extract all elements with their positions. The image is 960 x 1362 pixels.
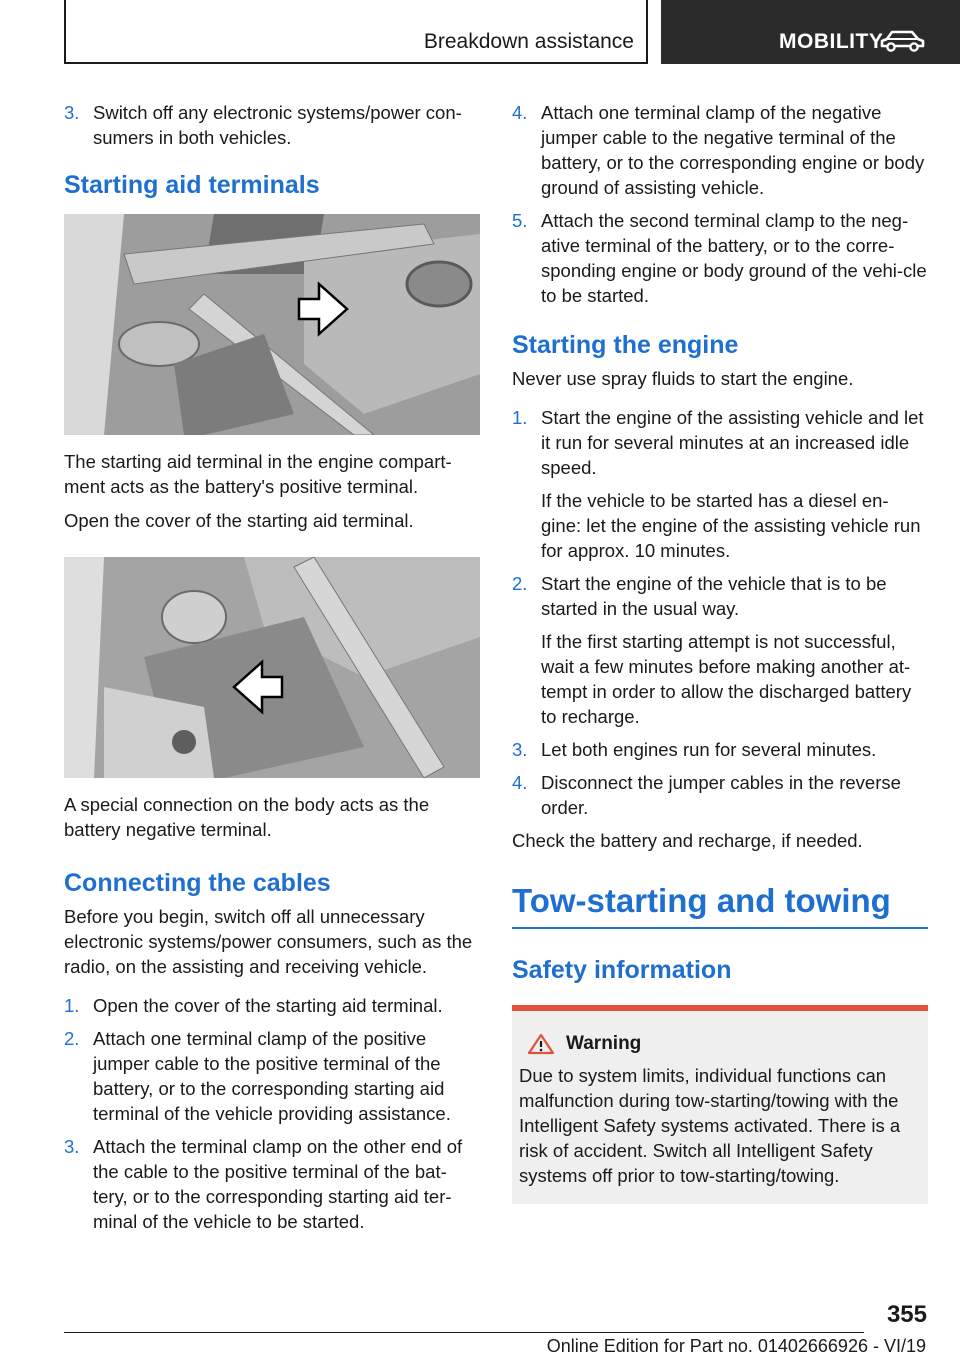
list-number: 1. <box>512 407 528 428</box>
engine-bay-figure-negative <box>64 557 480 778</box>
car-icon <box>878 28 926 54</box>
heading-rule <box>512 927 928 929</box>
chapter-tab <box>661 0 960 64</box>
heading-connecting-cables: Connecting the cables <box>64 869 331 897</box>
engine-intro: Never use spray fluids to start the engine. <box>512 368 854 389</box>
list-number: 3. <box>512 739 528 760</box>
list-text: Attach one terminal clamp of the positive jumper cable to the positive terminal of the battery, or to the corresponding starting aid terminal of the vehicle providing assistance. <box>93 1028 451 1124</box>
list-item <box>512 405 928 563</box>
list-text: Let both engines run for several minutes. <box>541 739 877 760</box>
left-column <box>64 100 480 1242</box>
section-title: Breakdown assistance <box>423 30 634 53</box>
instruction-text: Open the cover of the starting aid terminal. <box>64 510 414 531</box>
list-text: Attach the second terminal clamp to the neg-ative terminal of the battery, or to the corre-sponding engine or body ground of the vehi-cle to be started. <box>541 210 927 306</box>
list-number: 3. <box>64 102 80 123</box>
heading-safety-information: Safety information <box>512 956 732 984</box>
section-tab <box>64 0 648 64</box>
list-item <box>64 1026 480 1126</box>
list-number: 1. <box>64 995 80 1016</box>
list-item <box>512 208 928 308</box>
figure-caption: A special connection on the body acts as the battery negative terminal. <box>64 794 430 840</box>
list-subtext: If the vehicle to be started has a diesel en-gine: let the engine of the assisting vehicle run for approx. 10 minutes. <box>541 490 921 561</box>
check-battery-text: Check the battery and recharge, if needed. <box>512 830 863 851</box>
heading-starting-aid-terminals: Starting aid terminals <box>64 171 320 199</box>
list-text: Disconnect the jumper cables in the reverse order. <box>541 772 901 818</box>
list-subtext: If the first starting attempt is not successful, wait a few minutes before making another at-tempt in order to allow the discharged battery to recharge. <box>541 631 912 727</box>
footer-rule <box>64 1332 864 1333</box>
list-number: 2. <box>64 1028 80 1049</box>
list-number: 5. <box>512 210 528 231</box>
list-item <box>512 100 928 200</box>
footer-edition: Online Edition for Part no. 01402666926 - VI/19 <box>546 1336 926 1356</box>
right-column <box>512 100 928 1204</box>
list-number: 2. <box>512 573 528 594</box>
warning-title: Warning <box>566 1033 642 1054</box>
list-number: 4. <box>512 102 528 123</box>
list-text: Attach one terminal clamp of the negative jumper cable to the negative terminal of the battery, or to the corresponding engine or body ground of assisting vehicle. <box>541 102 925 198</box>
list-item <box>64 1134 480 1234</box>
page-header <box>0 0 960 66</box>
warning-box <box>512 1005 928 1204</box>
list-item <box>512 737 928 762</box>
list-text: Open the cover of the starting aid terminal. <box>93 995 443 1016</box>
heading-tow-starting: Tow-starting and towing <box>512 882 891 919</box>
warning-triangle-icon <box>527 1033 555 1055</box>
engine-bay-figure-positive <box>64 214 480 435</box>
warning-text: Due to system limits, individual functions can malfunction during tow-starting/towing with the Intelligent Safety systems activated. There is a risk of accident. Switch all Intelligent Safety systems off prior to tow-starting/towing. <box>519 1065 901 1186</box>
list-number: 3. <box>64 1136 80 1157</box>
list-text: Attach the terminal clamp on the other end of the cable to the positive terminal of the bat-tery, or to the corresponding starting aid ter-minal of the vehicle to be started. <box>93 1136 463 1232</box>
list-text: Start the engine of the assisting vehicle and let it run for several minutes at an increased idle speed. <box>541 407 924 478</box>
engine-bay-illustration <box>64 557 480 778</box>
list-text: Switch off any electronic systems/power con-sumers in both vehicles. <box>93 102 462 148</box>
list-text: Start the engine of the vehicle that is to be started in the usual way. <box>541 573 887 619</box>
list-item <box>64 100 480 150</box>
list-number: 4. <box>512 772 528 793</box>
list-item <box>512 770 928 820</box>
engine-bay-illustration <box>64 214 480 435</box>
connecting-intro: Before you begin, switch off all unnecessary electronic systems/power consumers, such as the radio, on the assisting and receiving vehicle. <box>64 906 473 977</box>
list-item <box>64 993 480 1018</box>
heading-starting-engine: Starting the engine <box>512 331 739 359</box>
list-item <box>512 571 928 729</box>
figure-caption: The starting aid terminal in the engine compart-ment acts as the battery's positive terminal. <box>64 451 452 497</box>
page-number: 355 <box>886 1301 927 1328</box>
chapter-title: MOBILITY <box>779 30 884 53</box>
